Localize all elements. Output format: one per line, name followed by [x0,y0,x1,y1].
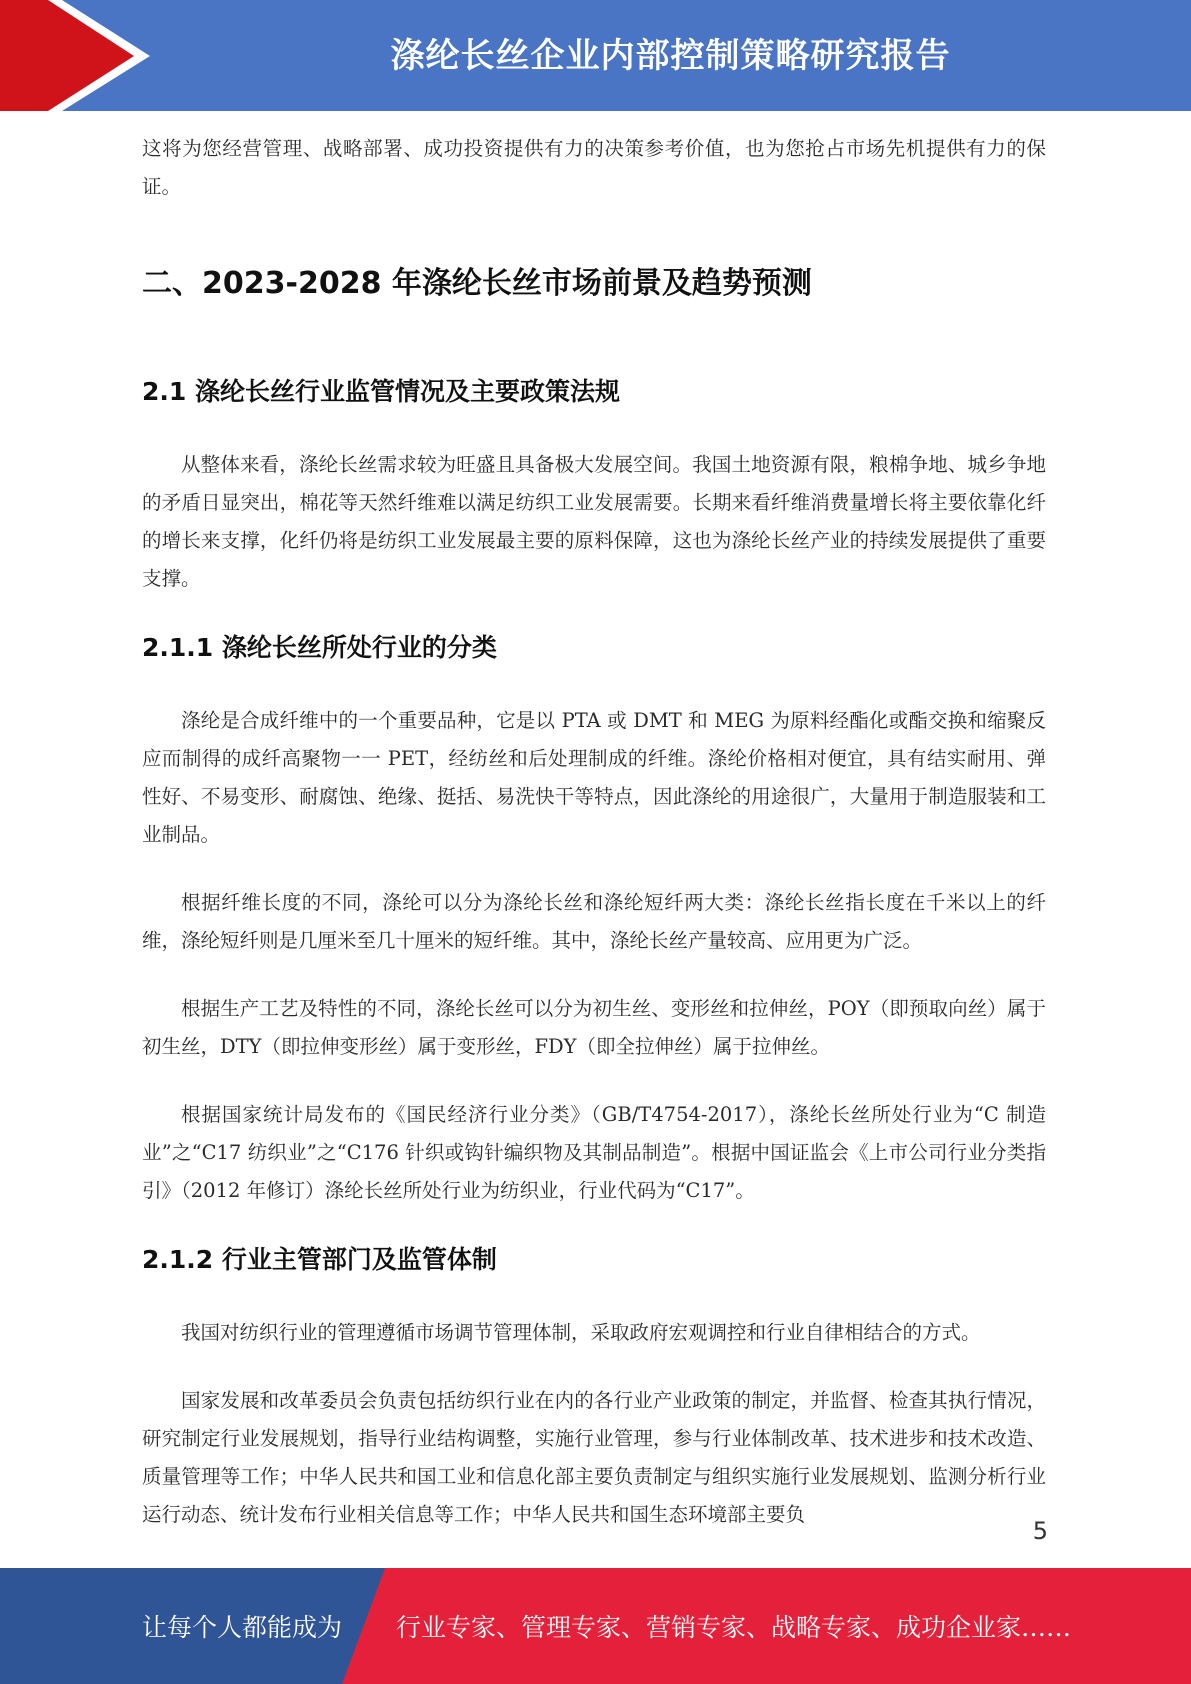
paragraph-2-1-1-b: 根据纤维长度的不同，涤纶可以分为涤纶长丝和涤纶短纤两大类：涤纶长丝指长度在千米以上的纤维，涤纶短纤则是几厘米至几十厘米的短纤维。其中，涤纶长丝产量较高、应用更为广泛。 [142,891,1046,952]
report-title: 涤纶长丝企业内部控制策略研究报告 [390,35,951,76]
paragraph-2-1-1-d: 根据国家统计局发布的《国民经济行业分类》（GB/T4754-2017），涤纶长丝所处行业为“C 制造业”之“C17 纺织业”之“C176 针织或钩针编织物及其制品制造”。根据中国证监会《上市公司行业分类指引》（2012 年修订）涤纶长丝所处行业为纺织业，行业代码为“C17”。 [142,1103,1046,1202]
paragraph-2-1: 从整体来看，涤纶长丝需求较为旺盛且具备极大发展空间。我国土地资源有限，粮棉争地、城乡争地的矛盾日显突出，棉花等天然纤维难以满足纺织工业发展需要。长期来看纤维消费量增长将主要依靠化纤的增长来支撑，化纤仍将是纺织工业发展最主要的原料保障，这也为涤纶长丝产业的持续发展提供了重要支撑。 [142,453,1046,590]
paragraph-2-1-2-a: 我国对纺织行业的管理遵循市场调节管理体制，采取政府宏观调控和行业自律相结合的方式。 [181,1321,981,1344]
footer-slogan-left: 让每个人都能成为 [142,1613,343,1642]
paragraph-2-1-1-a: 涤纶是合成纤维中的一个重要品种，它是以 PTA 或 DMT 和 MEG 为原料经酯化或酯交换和缩聚反应而制得的成纤高聚物一一 PET，经纺丝和后处理制成的纤维。涤纶价格相对便宜，具有结实耐用、弹性好、不易变形、耐腐蚀、绝缘、挺括、易洗快干等特点，因此涤纶的用途很广，大量用于制造服装和工业制品。 [142,709,1046,846]
paragraph-2-1-2-b: 国家发展和改革委员会负责包括纺织行业在内的各行业产业政策的制定，并监督、检查其执行情况，研究制定行业发展规划，指导行业结构调整，实施行业管理，参与行业体制改革、技术进步和技术改造、质量管理等工作；中华人民共和国工业和信息化部主要负责制定与组织实施行业发展规划、监测分析行业运行动态、统计发布行业相关信息等工作；中华人民共和国生态环境部主要负 [142,1389,1046,1526]
intro-paragraph: 这将为您经营管理、战略部署、成功投资提供有力的决策参考价值，也为您抢占市场先机提供有力的保证。 [142,137,1046,198]
page-number: 5 [1032,1517,1048,1545]
header-banner [0,0,1191,111]
footer-slogan-right: 行业专家、管理专家、营销专家、战略专家、成功企业家…… [396,1613,1072,1642]
section-heading-2-1: 2.1 涤纶长丝行业监管情况及主要政策法规 [142,377,620,406]
paragraph-2-1-1-c: 根据生产工艺及特性的不同，涤纶长丝可以分为初生丝、变形丝和拉伸丝，POY（即预取向丝）属于初生丝，DTY（即拉伸变形丝）属于变形丝，FDY（即全拉伸丝）属于拉伸丝。 [142,997,1046,1058]
document-body [142,130,1046,1534]
section-heading-2-1-1: 2.1.1 涤纶长丝所处行业的分类 [142,633,497,662]
section-heading-2-1-2: 2.1.2 行业主管部门及监管体制 [142,1245,497,1274]
section-heading-2: 二、2023-2028 年涤纶长丝市场前景及趋势预测 [142,266,812,301]
footer-banner [0,1568,1191,1684]
